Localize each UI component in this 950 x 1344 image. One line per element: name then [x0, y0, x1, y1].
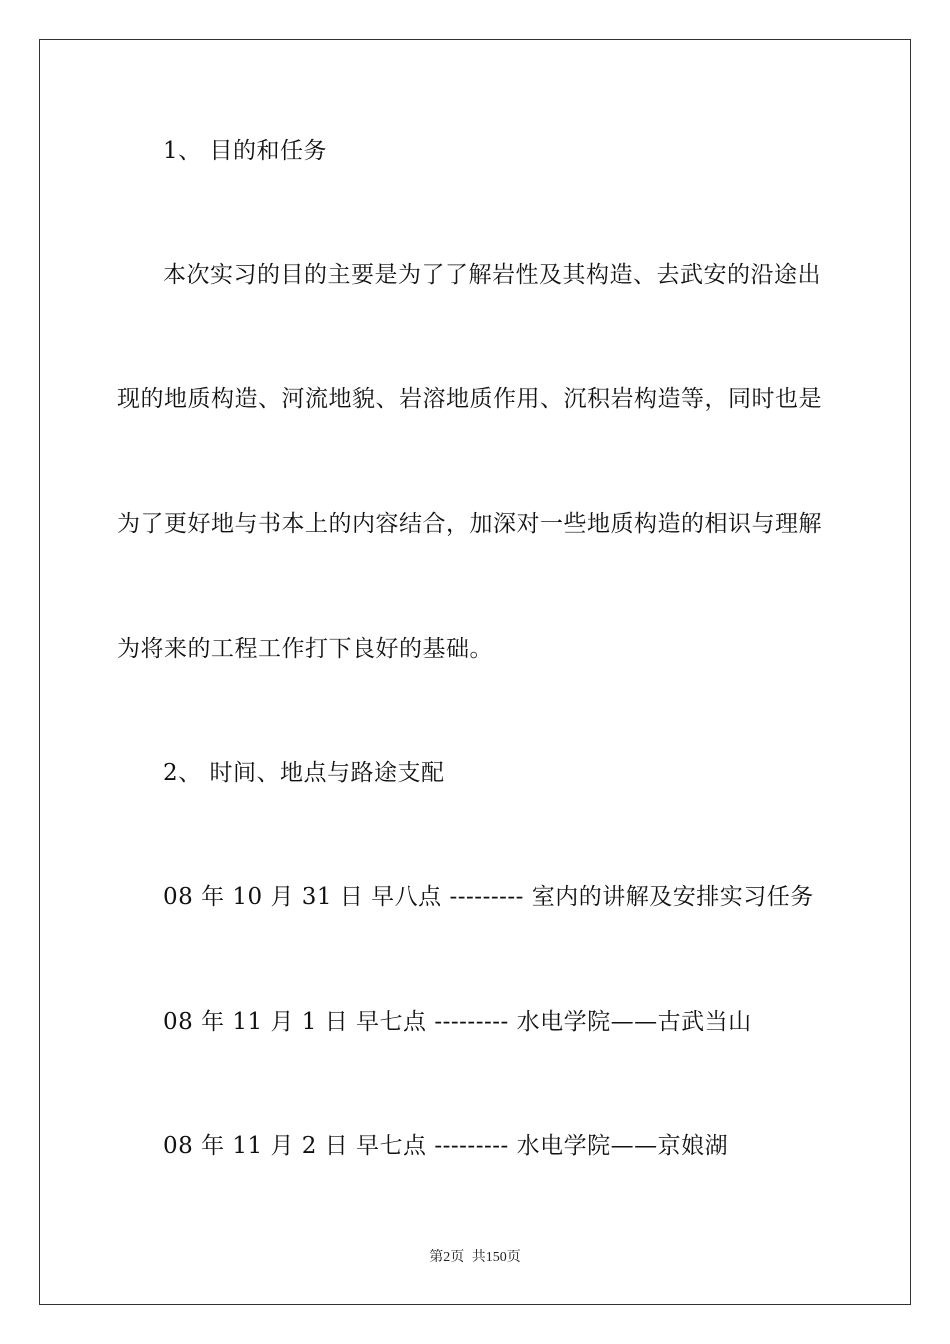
total-page-count: 共150页 — [471, 1250, 521, 1265]
paragraph-line-4: 为将来的工程工作打下良好的基础。 — [117, 636, 493, 662]
schedule-item-2: 08 年 11 月 1 日 早七点 --------- 水电学院——古武当山 — [163, 1009, 752, 1035]
paragraph-line-2: 现的地质构造、河流地貌、岩溶地质作用、沉积岩构造等，同时也是 — [117, 386, 822, 412]
paragraph-line-1: 本次实习的目的主要是为了了解岩性及其构造、去武安的沿途出 — [163, 262, 821, 288]
page-footer — [0, 1249, 950, 1267]
section-heading-schedule: 2、 时间、地点与路途支配 — [163, 760, 445, 786]
schedule-item-1: 08 年 10 月 31 日 早八点 --------- 室内的讲解及安排实习任务 — [163, 884, 814, 910]
section-heading-purpose: 1、 目的和任务 — [163, 138, 327, 164]
schedule-item-3: 08 年 11 月 2 日 早七点 --------- 水电学院——京娘湖 — [163, 1133, 729, 1159]
current-page-number: 第2页 — [429, 1250, 465, 1265]
paragraph-line-3: 为了更好地与书本上的内容结合，加深对一些地质构造的相识与理解 — [117, 511, 822, 537]
page-border — [39, 39, 911, 1305]
